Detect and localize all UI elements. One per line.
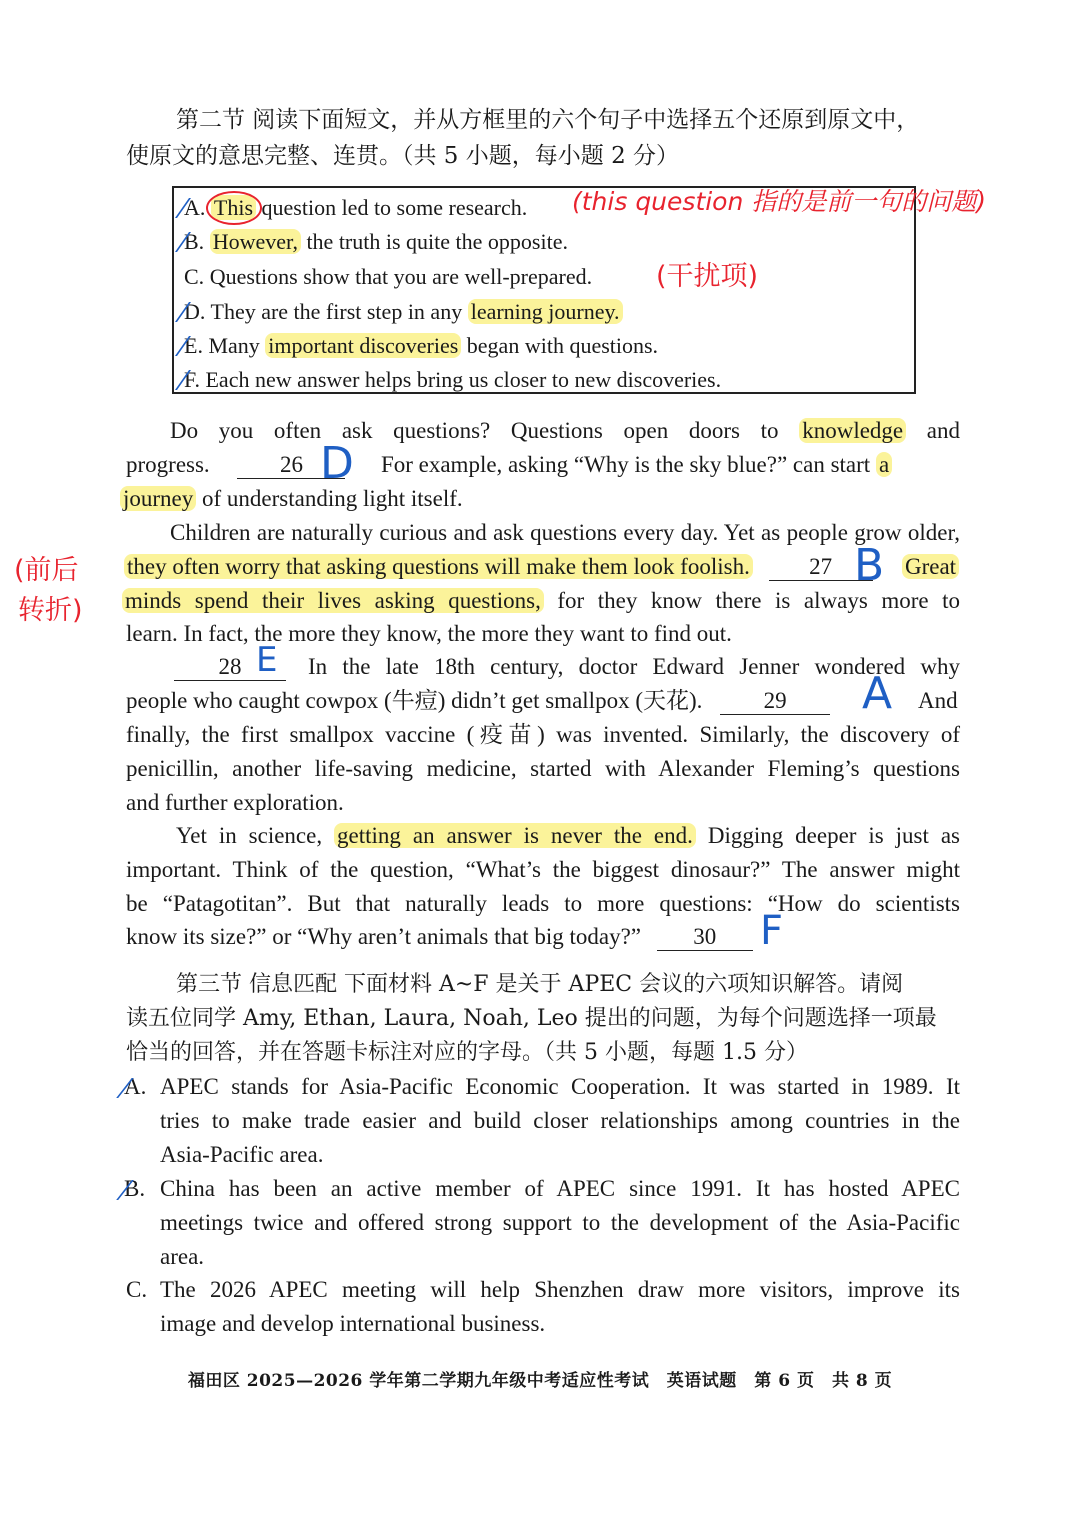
option-f (184, 364, 721, 396)
text: Digging deeper is just as (695, 823, 960, 848)
blank-number: 30 (693, 924, 717, 949)
s3-item-b-line1: China has been an active member of APEC since 1991. It has hosted APEC (160, 1176, 960, 1201)
option-e (184, 330, 658, 362)
blank-number: 28 (218, 654, 242, 679)
text: know its size?” or “Why aren’t animals that big today?” (126, 924, 641, 949)
blank-30[interactable] (657, 924, 753, 951)
p4-line3: be “Patagotitan”. But that naturally leads to more questions: “How do scientists (126, 891, 960, 916)
option-text: They are the first step in any (210, 299, 468, 324)
blank-number: 29 (763, 688, 787, 713)
p2-line3 (122, 584, 960, 618)
option-c (184, 261, 592, 293)
p4-line4 (126, 920, 757, 954)
answer-26: D (320, 438, 354, 489)
option-text: Questions show that you are well-prepared. (209, 264, 593, 289)
option-letter: A. (184, 192, 205, 224)
p2-line2 (124, 550, 877, 584)
text: Yet in science, (176, 823, 335, 848)
s3-item-c-line1: The 2026 APEC meeting will help Shenzhen draw more visitors, improve its (160, 1277, 960, 1302)
section2-header-line1: 第二节 阅读下面短文，并从方框里的六个句子中选择五个还原到原文中， (176, 107, 920, 133)
option-letter: F. (184, 364, 200, 396)
highlight: journey (120, 486, 196, 511)
s3-item-a-line2: tries to make trade easier and build closer relationships among countries in the (160, 1108, 960, 1133)
p3-line2 (126, 684, 834, 718)
option-text: began with questions. (461, 333, 659, 358)
p1-line1 (170, 414, 960, 448)
s3-item-b-line2: meetings twice and offered strong support to the development of the Asia-Pacific (160, 1210, 960, 1235)
s3-item-c-letter: C. (126, 1277, 148, 1302)
section3-header-line3: 恰当的回答，并在答题卡标注对应的字母。（共 5 小题，每题 1.5 分） (126, 1040, 808, 1065)
check-mark-icon (116, 1180, 160, 1200)
option-text: Many (208, 333, 266, 358)
blank-number: 27 (809, 554, 833, 579)
answer-29: A (862, 668, 893, 719)
p2-line2-end (902, 550, 959, 584)
p3-line4: penicillin, another life-saving medicine, started with Alexander Fleming’s questions (126, 756, 960, 781)
option-letter: E. (184, 330, 203, 362)
section3-header-line2: 读五位同学 Amy, Ethan, Laura, Noah, Leo 提出的问题，为每个问题选择一项最 (126, 1006, 937, 1031)
section3-header-line1: 第三节 信息匹配 下面材料 A~F 是关于 APEC 会议的六项知识解答。请阅 (176, 972, 904, 997)
p4-line1 (176, 819, 960, 853)
check-mark-icon (116, 1078, 160, 1098)
p3-line5: and further exploration. (126, 790, 344, 815)
text: people who caught cowpox (牛痘) didn’t get smallpox (天花). (126, 688, 703, 713)
s3-item-a-line1: APEC stands for Asia-Pacific Economic Cooperation. It was started in 1989. It (160, 1074, 960, 1099)
answer-27: B (854, 540, 885, 591)
answer-28: E (256, 640, 278, 680)
p3-line3: finally, the first smallpox vaccine (疫苗) was invented. Similarly, the discovery of (126, 722, 960, 747)
answer-30: F (760, 908, 784, 954)
s3-item-c-line2: image and develop international business. (160, 1311, 546, 1336)
highlight: getting an answer is never the end. (334, 823, 696, 848)
text: For example, asking “Why is the sky blue?” can start (380, 452, 876, 477)
p2-line1: Children are naturally curious and ask questions every day. Yet as people grow older, (170, 520, 960, 545)
option-letter: D. (184, 296, 205, 328)
p1-line3 (120, 482, 463, 516)
text: and (906, 418, 960, 443)
s3-item-a-letter: A. (124, 1074, 147, 1099)
highlight: a (876, 452, 892, 477)
p3-line2-end: And (918, 688, 958, 713)
option-letter: B. (184, 226, 204, 258)
highlight: minds spend their lives asking questions, (122, 588, 544, 613)
page-footer: 福田区 2025—2026 学年第二学期九年级中考适应性考试 英语试题 第 6 页 共 8 页 (187, 1371, 893, 1391)
highlight: knowledge (799, 418, 906, 443)
text: progress. (126, 452, 210, 477)
text: for they know there is always more to (543, 588, 960, 613)
option-text: the truth is quite the opposite. (300, 229, 568, 254)
section2-header-line2: 使原文的意思完整、连贯。（共 5 小题，每小题 2 分） (126, 143, 680, 169)
red-circle-mark (206, 191, 262, 225)
handwritten-note-a: (this question 指的是前一句的问题) (572, 187, 987, 216)
highlight: Great (902, 554, 959, 579)
text: of understanding light itself. (196, 486, 463, 511)
handwritten-note-27: (前后 (14, 555, 79, 586)
option-highlight: learning journey. (468, 299, 623, 324)
p4-line2: important. Think of the question, “What’s the biggest dinosaur?” The answer might (126, 857, 960, 882)
s3-item-b-letter: B. (124, 1176, 146, 1201)
text: Do you often ask questions? Questions open doors to (170, 418, 800, 443)
option-highlight: However, (210, 229, 301, 254)
p3-line1: In the late 18th century, doctor Edward Jenner wondered why (308, 654, 960, 679)
blank-29[interactable] (720, 688, 830, 715)
p2-line4: learn. In fact, the more they know, the more they want to find out. (126, 621, 732, 646)
handwritten-note-27b: 转折) (18, 595, 83, 626)
option-letter: C. (184, 264, 205, 289)
s3-item-a-line3: Asia-Pacific area. (160, 1142, 324, 1167)
p1-line2 (126, 448, 892, 482)
option-text: Each new answer helps bring us closer to new discoveries. (205, 367, 722, 392)
option-text: question led to some research. (256, 195, 528, 220)
option-d (184, 296, 623, 328)
s3-item-b-line3: area. (160, 1244, 205, 1269)
option-highlight: This (211, 195, 256, 220)
highlight: they often worry that asking questions will make them look foolish. (124, 554, 753, 579)
option-b (184, 226, 568, 258)
option-highlight: important discoveries (265, 333, 461, 358)
handwritten-note-c: (干扰项) (656, 261, 759, 292)
blank-number: 26 (279, 452, 303, 477)
